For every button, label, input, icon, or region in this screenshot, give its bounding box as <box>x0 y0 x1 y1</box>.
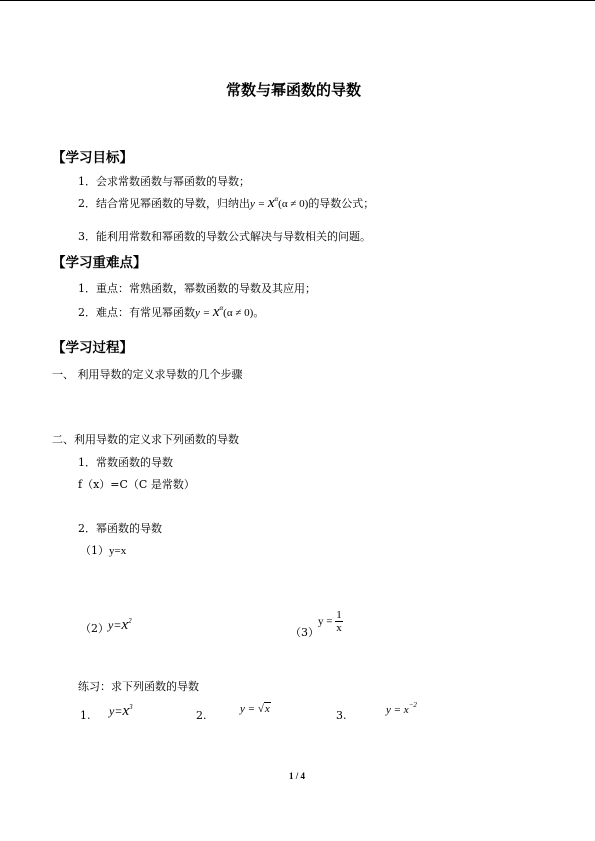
goal-item-2 <box>78 196 374 212</box>
power-example-1-label: （1） <box>80 544 109 557</box>
goal-item-2-suffix: 的导数公式； <box>308 197 375 210</box>
fraction-one-over-x: $\frac{1}{x}$ <box>336 609 342 634</box>
constant-function-heading: 1．常数函数的导数 <box>78 456 173 469</box>
page-number: 1 / 4 <box>289 771 306 781</box>
key-point-item-2-suffix: 。 <box>253 306 265 319</box>
power-function-heading: 2．幂函数的导数 <box>78 522 162 535</box>
power-example-3 <box>290 626 319 640</box>
goal-item-2-text: 2．结合常见幂函数的导数，归纳出 <box>78 197 250 210</box>
square-root-symbol: √x <box>257 703 270 715</box>
section-heading-goals: 【学习目标】 <box>52 150 133 166</box>
power-formula: $y = x^\alpha(\alpha \ne 0)$ <box>195 304 254 320</box>
practice-item-3-expr: $y = x^{-2}$ <box>386 701 417 716</box>
power-example-2-expr: $y=x^2$ <box>108 617 132 633</box>
page-title: 常数与幂函数的导数 <box>226 81 362 99</box>
section-heading-key-points: 【学习重难点】 <box>52 255 147 271</box>
practice-item-1-number: 1. <box>80 709 91 722</box>
process-step-2: 二、利用导数的定义求下列函数的导数 <box>52 433 239 446</box>
key-point-item-2-text: 2．难点：有常见幂函数 <box>78 306 195 319</box>
power-example-1 <box>80 544 126 558</box>
goal-item-3: 3．能利用常数和幂函数的导数公式解决与导数相关的问题。 <box>78 230 371 243</box>
constant-function-definition: f（x）=C（C 是常数） <box>78 478 195 491</box>
power-example-3-expr: y = $\frac{1}{x}$ <box>318 609 342 634</box>
practice-item-2-number: 2. <box>196 709 207 722</box>
practice-item-3-number: 3. <box>336 709 347 722</box>
goal-item-1: 1．会求常数函数与幂函数的导数； <box>78 175 250 188</box>
practice-heading: 练习：求下列函数的导数 <box>78 680 199 693</box>
power-formula: $y = x^\alpha(\alpha \ne 0)$ <box>250 195 309 211</box>
top-rule <box>0 0 595 1</box>
practice-item-2-expr: y = √x <box>240 703 270 715</box>
section-heading-process: 【学习过程】 <box>52 340 133 356</box>
key-point-item-1: 1．重点：常熟函数，幂数函数的导数及其应用； <box>78 282 316 295</box>
power-example-3-label: （3） <box>290 626 319 639</box>
power-example-2 <box>80 622 109 636</box>
practice-item-1-expr: $y=x^3$ <box>109 703 133 719</box>
power-example-2-label: （2） <box>80 622 109 635</box>
key-point-item-2 <box>78 305 264 321</box>
process-step-1: 一、 利用导数的定义求导数的几个步骤 <box>52 368 243 381</box>
power-example-1-expr: y=x <box>109 545 127 557</box>
